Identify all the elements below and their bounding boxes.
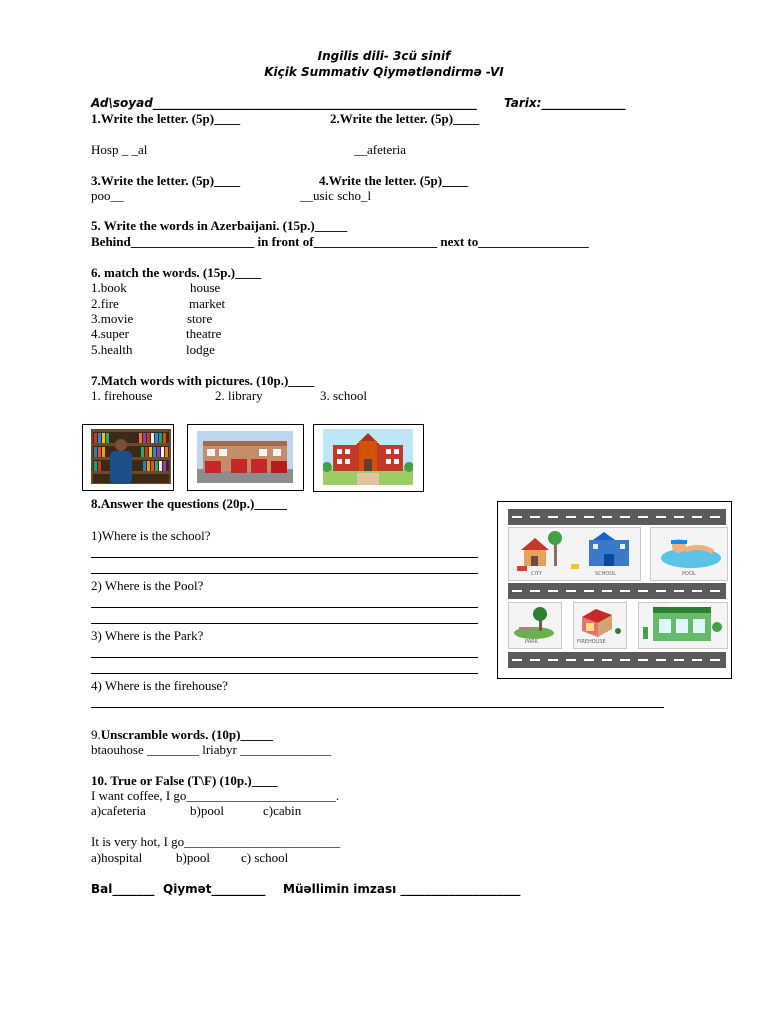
road	[508, 652, 726, 668]
q5-title: 5. Write the words in Azerbaijani. (15p.)_____	[91, 218, 348, 233]
teacher-signature-field: Müəllimin imzası ____________________	[283, 882, 521, 896]
score-field: Bal_______	[91, 882, 155, 896]
answer-line	[91, 573, 478, 574]
q9-title-text: Unscramble words. (10p)_____	[100, 727, 273, 742]
q8-question: 2) Where is the Pool?	[91, 578, 204, 593]
q2-title: 2.Write the letter. (5p)____	[330, 111, 480, 126]
q4-title: 4.Write the letter. (5p)____	[319, 173, 469, 188]
house-and-school-icons	[509, 528, 638, 578]
road	[508, 583, 726, 599]
q6-right-item: house	[190, 280, 221, 295]
firehouse-picture	[187, 424, 304, 491]
q6-title: 6. match the words. (15p.)____	[91, 265, 262, 280]
q1-word: Hosp _ _al	[91, 142, 148, 157]
post-office-icon	[639, 603, 725, 646]
answer-line	[91, 657, 478, 658]
worksheet-subject: Ingilis dili- 3cü sinif	[317, 49, 451, 63]
grade-field: Qiymət_________	[163, 882, 266, 896]
q2-word: __afeteria	[354, 142, 406, 157]
answer-line	[91, 673, 478, 674]
city-school-block	[508, 527, 641, 581]
map-label-firehouse: FIREHOUSE	[577, 639, 606, 645]
date-field: Tarix:______________	[504, 96, 626, 110]
school-picture	[313, 424, 424, 492]
q10-option: c) school	[241, 850, 289, 865]
q9-title	[91, 727, 273, 742]
map-label-school: SCHOOL	[595, 571, 617, 577]
q6-right-item: store	[187, 311, 213, 326]
library-illustration	[91, 429, 171, 484]
park-block	[508, 602, 562, 649]
map-label-pool: POOL	[682, 571, 696, 577]
q10-option: b)pool	[176, 850, 210, 865]
q10-sentence: I want coffee, I go_______________________.	[91, 788, 340, 803]
q4-word: __usic scho_l	[300, 188, 372, 203]
road	[508, 509, 726, 525]
town-map	[497, 501, 732, 679]
q1-title: 1.Write the letter. (5p)____	[91, 111, 241, 126]
q5-line: Behind___________________ in front of___________________ next to_________________	[91, 234, 589, 249]
firehouse-illustration	[197, 431, 293, 483]
q8-question: 3) Where is the Park?	[91, 628, 204, 643]
worksheet-title: Kiçik Summativ Qiymətləndirmə -VI	[264, 65, 504, 79]
map-label-city: CITY	[531, 571, 543, 577]
answer-line	[91, 623, 478, 624]
pool-block	[650, 527, 728, 581]
q9-line: btaouhose ________ lriabyr ______________	[91, 742, 332, 757]
post-office-block	[638, 602, 728, 649]
answer-line	[91, 557, 478, 558]
firehouse-block	[573, 602, 627, 649]
q6-left-item: 2.fire	[91, 296, 119, 311]
q6-left-item: 1.book	[91, 280, 127, 295]
q10-option: c)cabin	[263, 803, 302, 818]
map-label-park: PARK	[525, 639, 538, 645]
map-label-post-office: POST OFFICE	[669, 603, 702, 609]
q7-word: 1. firehouse	[91, 388, 153, 403]
q10-option: b)pool	[190, 803, 224, 818]
q7-word: 3. school	[320, 388, 367, 403]
library-picture	[82, 424, 174, 491]
q6-left-item: 3.movie	[91, 311, 134, 326]
q6-right-item: lodge	[186, 342, 215, 357]
q10-option: a)hospital	[91, 850, 143, 865]
school-illustration	[323, 429, 413, 485]
q3-title: 3.Write the letter. (5p)____	[91, 173, 241, 188]
q7-word: 2. library	[215, 388, 263, 403]
q3-word: poo__	[91, 188, 124, 203]
q6-left-item: 4.super	[91, 326, 129, 341]
q8-question: 1)Where is the school?	[91, 528, 211, 543]
q9-number: 9.	[91, 727, 101, 742]
answer-line	[91, 607, 478, 608]
answer-line	[91, 707, 664, 708]
q8-question: 4) Where is the firehouse?	[91, 678, 228, 693]
q10-title: 10. True or False (T\F) (10p.)____	[91, 773, 278, 788]
q6-right-item: theatre	[186, 326, 222, 341]
q6-right-item: market	[189, 296, 226, 311]
name-field: Ad\soyad______________________________________________________	[91, 96, 477, 110]
q7-title: 7.Match words with pictures. (10p.)____	[91, 373, 315, 388]
q8-title: 8.Answer the questions (20p.)_____	[91, 496, 287, 511]
q6-left-item: 5.health	[91, 342, 133, 357]
q10-sentence: It is very hot, I go________________________	[91, 834, 341, 849]
q10-option: a)cafeteria	[91, 803, 146, 818]
